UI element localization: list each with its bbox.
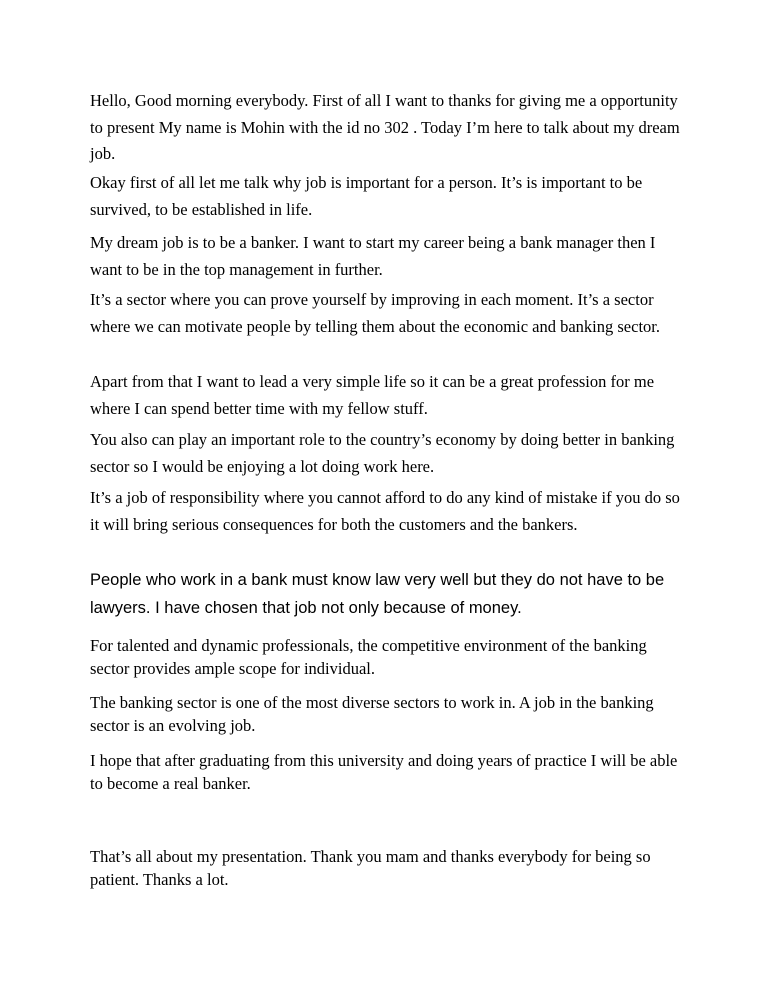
paragraph-simple-life: Apart from that I want to lead a very simple life so it can be a great profession for me where I can spend better time with my fellow stuff. (90, 372, 655, 418)
paragraph-responsibility: It’s a job of responsibility where you cannot afford to do any kind of mistake if you do so it will bring serious consequences for both the customers and the bankers. (90, 488, 680, 534)
paragraph-job-importance: Okay first of all let me talk why job is important for a person. It’s is important to be survived, to be established in life. (90, 173, 643, 219)
paragraph-closing: That’s all about my presentation. Thank you mam and thanks everybody for being so patient. Thanks a lot. (90, 847, 651, 889)
paragraph-economy-role: You also can play an important role to the country’s economy by doing better in banking sector so I would be enjoying a lot doing work here. (90, 430, 675, 476)
paragraph-diverse-sector: The banking sector is one of the most diverse sectors to work in. A job in the banking sector is an evolving job. (90, 693, 654, 735)
paragraph-talented-professionals: For talented and dynamic professionals, the competitive environment of the banking sector provides ample scope for individual. (90, 636, 647, 678)
paragraph-dream-job: My dream job is to be a banker. I want to start my career being a bank manager then I want to be in the top management in further. (90, 233, 656, 279)
paragraph-hope: I hope that after graduating from this university and doing years of practice I will be able to become a real banker. (90, 751, 678, 793)
paragraph-law-knowledge: People who work in a bank must know law very well but they do not have to be lawyers. I have chosen that job not only because of money. (90, 571, 665, 617)
paragraph-greeting: Hello, Good morning everybody. First of all I want to thanks for giving me a opportunity to present My name is Mohin with the id no 302 . Today I’m here to talk about my dream job. (90, 91, 680, 163)
paragraph-prove-yourself: It’s a sector where you can prove yourself by improving in each moment. It’s a sector where we can motivate people by telling them about the economic and banking sector. (90, 290, 660, 336)
